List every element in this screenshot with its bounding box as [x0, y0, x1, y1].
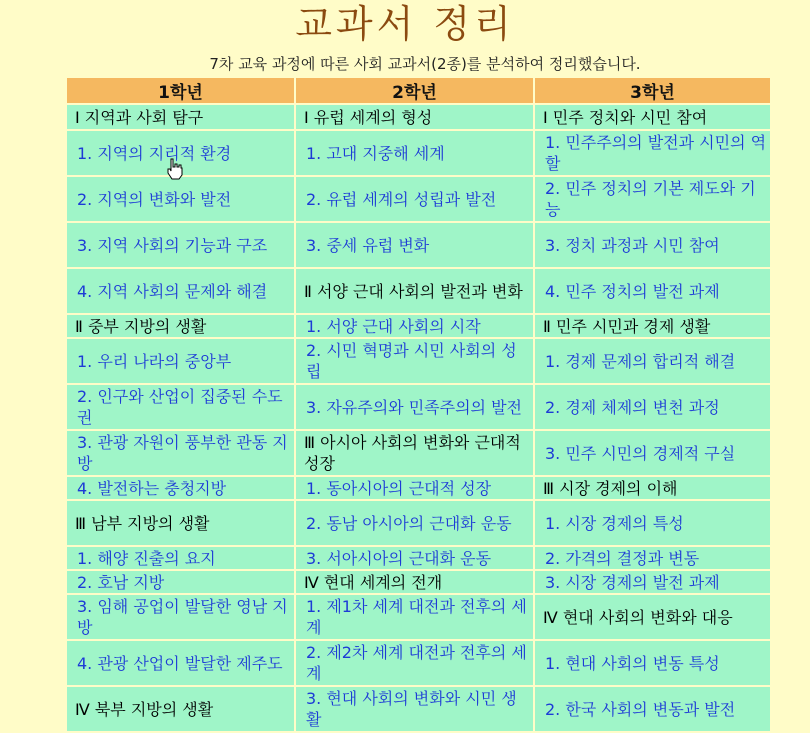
chapter-link[interactable]: 4. 지역 사회의 문제와 해결	[67, 269, 294, 313]
table-row	[67, 177, 770, 221]
table-row	[67, 431, 770, 475]
chapter-link[interactable]: 1. 제1차 세계 대전과 전후의 세계	[296, 595, 533, 639]
grade-header-row	[67, 78, 770, 103]
table-row	[67, 315, 770, 337]
chapter-link[interactable]: 1. 고대 지중해 세계	[296, 131, 533, 175]
unit-heading: Ⅳ 북부 지방의 생활	[67, 687, 294, 731]
chapter-link[interactable]: 3. 정치 과정과 시민 참여	[535, 223, 770, 267]
table-row	[67, 105, 770, 129]
unit-heading: Ⅰ 민주 정치와 시민 참여	[535, 105, 770, 129]
table-row	[67, 223, 770, 267]
table-row	[67, 339, 770, 383]
table-row	[67, 641, 770, 685]
chapter-link[interactable]: 2. 지역의 변화와 발전	[67, 177, 294, 221]
chapter-link[interactable]: 2. 인구와 산업이 집중된 수도권	[67, 385, 294, 429]
grade-3-header: 3학년	[535, 78, 770, 103]
chapter-link[interactable]: 2. 가격의 결정과 변동	[535, 547, 770, 569]
table-row	[67, 571, 770, 593]
chapter-link[interactable]: 2. 제2차 세계 대전과 전후의 세계	[296, 641, 533, 685]
chapter-link[interactable]: 1. 동아시아의 근대적 성장	[296, 477, 533, 499]
unit-heading: Ⅲ 남부 지방의 생활	[67, 501, 294, 545]
chapter-link[interactable]: 3. 시장 경제의 발전 과제	[535, 571, 770, 593]
unit-heading: Ⅲ 시장 경제의 이해	[535, 477, 770, 499]
chapter-link[interactable]: 3. 자유주의와 민족주의의 발전	[296, 385, 533, 429]
unit-heading: Ⅳ 현대 세계의 전개	[296, 571, 533, 593]
grade-2-header: 2학년	[296, 78, 533, 103]
unit-heading: Ⅱ 민주 시민과 경제 생활	[535, 315, 770, 337]
unit-heading: Ⅳ 현대 사회의 변화와 대응	[535, 595, 770, 639]
table-row	[67, 385, 770, 429]
chapter-link[interactable]: 3. 임해 공업이 발달한 영남 지방	[67, 595, 294, 639]
chapter-link[interactable]: 2. 호남 지방	[67, 571, 294, 593]
chapter-link[interactable]: 1. 경제 문제의 합리적 해결	[535, 339, 770, 383]
unit-heading: Ⅲ 아시아 사회의 변화와 근대적 성장	[296, 431, 533, 475]
chapter-link[interactable]: 1. 민주주의의 발전과 시민의 역할	[535, 131, 770, 175]
chapter-link[interactable]: 3. 중세 유럽 변화	[296, 223, 533, 267]
chapter-link[interactable]: 3. 현대 사회의 변화와 시민 생활	[296, 687, 533, 731]
table-row	[67, 269, 770, 313]
chapter-link[interactable]: 2. 유럽 세계의 성립과 발전	[296, 177, 533, 221]
chapter-link[interactable]: 3. 지역 사회의 기능과 구조	[67, 223, 294, 267]
chapter-link[interactable]: 2. 경제 체제의 변천 과정	[535, 385, 770, 429]
table-row	[67, 687, 770, 731]
chapter-link[interactable]: 4. 민주 정치의 발전 과제	[535, 269, 770, 313]
chapter-link[interactable]: 2. 민주 정치의 기본 제도와 기능	[535, 177, 770, 221]
chapter-link[interactable]: 1. 우리 나라의 중앙부	[67, 339, 294, 383]
page-title: 교과서 정리	[295, 2, 515, 46]
chapter-link[interactable]: 1. 현대 사회의 변동 특성	[535, 641, 770, 685]
unit-heading: Ⅱ 서양 근대 사회의 발전과 변화	[296, 269, 533, 313]
chapter-link[interactable]: 3. 관광 자원이 풍부한 관동 지방	[67, 431, 294, 475]
hand-pointer-cursor-icon	[166, 158, 184, 180]
table-row	[67, 547, 770, 569]
unit-heading: Ⅰ 지역과 사회 탐구	[67, 105, 294, 129]
chapter-link[interactable]: 3. 민주 시민의 경제적 구실	[535, 431, 770, 475]
chapter-link[interactable]: 1. 서양 근대 사회의 시작	[296, 315, 533, 337]
unit-heading: Ⅰ 유럽 세계의 형성	[296, 105, 533, 129]
chapter-link[interactable]: 4. 발전하는 충청지방	[67, 477, 294, 499]
page-subtitle: 7차 교육 과정에 따른 사회 교과서(2종)를 분석하여 정리했습니다.	[209, 55, 641, 73]
grade-1-header: 1학년	[67, 78, 294, 103]
unit-heading: Ⅱ 중부 지방의 생활	[67, 315, 294, 337]
chapter-link[interactable]: 2. 동남 아시아의 근대화 운동	[296, 501, 533, 545]
table-row	[67, 595, 770, 639]
chapter-link[interactable]: 4. 관광 산업이 발달한 제주도	[67, 641, 294, 685]
chapter-link[interactable]: 2. 한국 사회의 변동과 발전	[535, 687, 770, 731]
table-row	[67, 501, 770, 545]
chapter-link[interactable]: 2. 시민 혁명과 시민 사회의 성립	[296, 339, 533, 383]
chapter-link[interactable]: 1. 해양 진출의 요지	[67, 547, 294, 569]
chapter-link[interactable]: 1. 지역의 지리적 환경	[67, 131, 294, 175]
table-row	[67, 477, 770, 499]
chapter-link[interactable]: 3. 서아시아의 근대화 운동	[296, 547, 533, 569]
chapter-link[interactable]: 1. 시장 경제의 특성	[535, 501, 770, 545]
